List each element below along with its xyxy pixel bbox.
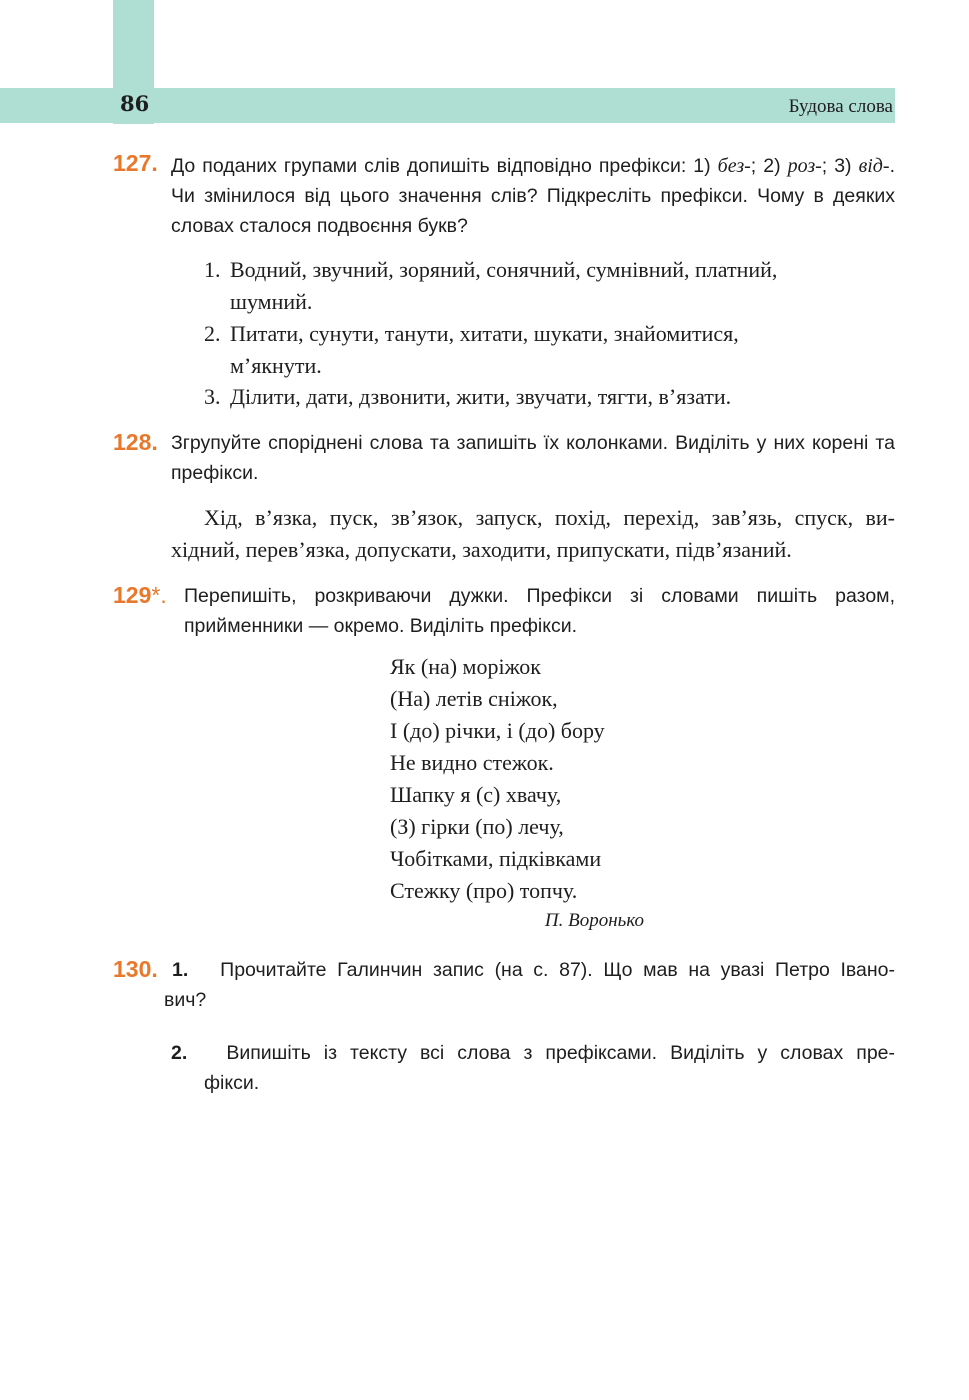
exercise-130-number: 130. <box>113 956 158 982</box>
exercise-127-task: До поданих групами слів допишіть відповідно префікси: 1) без-; 2) роз-; 3) від-. Чи змінилося від цього значення слів? Підкресліть префікси. Чому в деяких словах сталося подвоєння букв? <box>171 155 895 237</box>
poem-line: Стежку (про) топчу. <box>390 878 578 903</box>
running-head: Будова слова <box>788 96 893 117</box>
poem-line: (З) гірки (по) лечу, <box>390 814 564 839</box>
exercise-127-item-2: 2. Питати, сунути, танути, хитати, шукати, знайомитися, м’якнути. <box>204 321 739 378</box>
poem-line: (На) летів сніжок, <box>390 686 558 711</box>
exercise-128-number: 128. <box>113 429 158 455</box>
poem-line: Чобітками, підківками <box>390 846 602 871</box>
subtask-2-number: 2. <box>171 1042 188 1064</box>
exercise-130-subtask-2: 2. Випишіть із тексту всі слова з префіксами. Виділіть у словах пре- фікси. <box>171 1042 895 1094</box>
exercise-129-star: *. <box>151 582 167 608</box>
exercise-128-words <box>171 502 895 565</box>
poem-line: Не видно стежок. <box>390 750 554 775</box>
poem-line: І (до) річки, і (до) бору <box>390 718 605 743</box>
poem-line: Шапку я (с) хвачу, <box>390 782 562 807</box>
exercise-127-item-3: 3. Ділити, дати, дзвонити, жити, звучати, тягти, в’язати. <box>204 384 732 409</box>
exercise-127-item-1: 1. Водний, звучний, зоряний, сонячний, сумнівний, платний, шумний. <box>204 257 778 314</box>
exercise-130-subtask-1: 1. Прочитайте Галинчин запис (на с. 87). Що мав на увазі Петро Івано- вич? <box>164 959 895 1011</box>
subtask-1-number: 1. <box>172 959 189 981</box>
poem-line: Як (на) моріжок <box>390 654 541 679</box>
page-number: 86 <box>120 91 150 116</box>
exercise-127-number: 127. <box>113 150 158 176</box>
exercise-128-task: Згрупуйте споріднені слова та запишіть їх колонками. Виділіть у них корені та префікси. <box>171 432 895 484</box>
exercise-128-words-line-1: Хід, в’язка, пуск, зв’язок, запуск, похід, перехід, зав’язь, спуск, ви- <box>204 505 895 530</box>
exercise-129-number: 129*. <box>113 582 167 608</box>
poem-author: П. Воронько <box>544 910 644 931</box>
exercise-129-task: Перепишіть, розкриваючи дужки. Префікси зі словами пишіть разом, прийменники — окремо. Виділіть префікси. <box>184 585 895 637</box>
exercise-128-words-line-2: хідний, перев’язка, допускати, заходити, припускати, підв’язаний. <box>171 536 792 562</box>
